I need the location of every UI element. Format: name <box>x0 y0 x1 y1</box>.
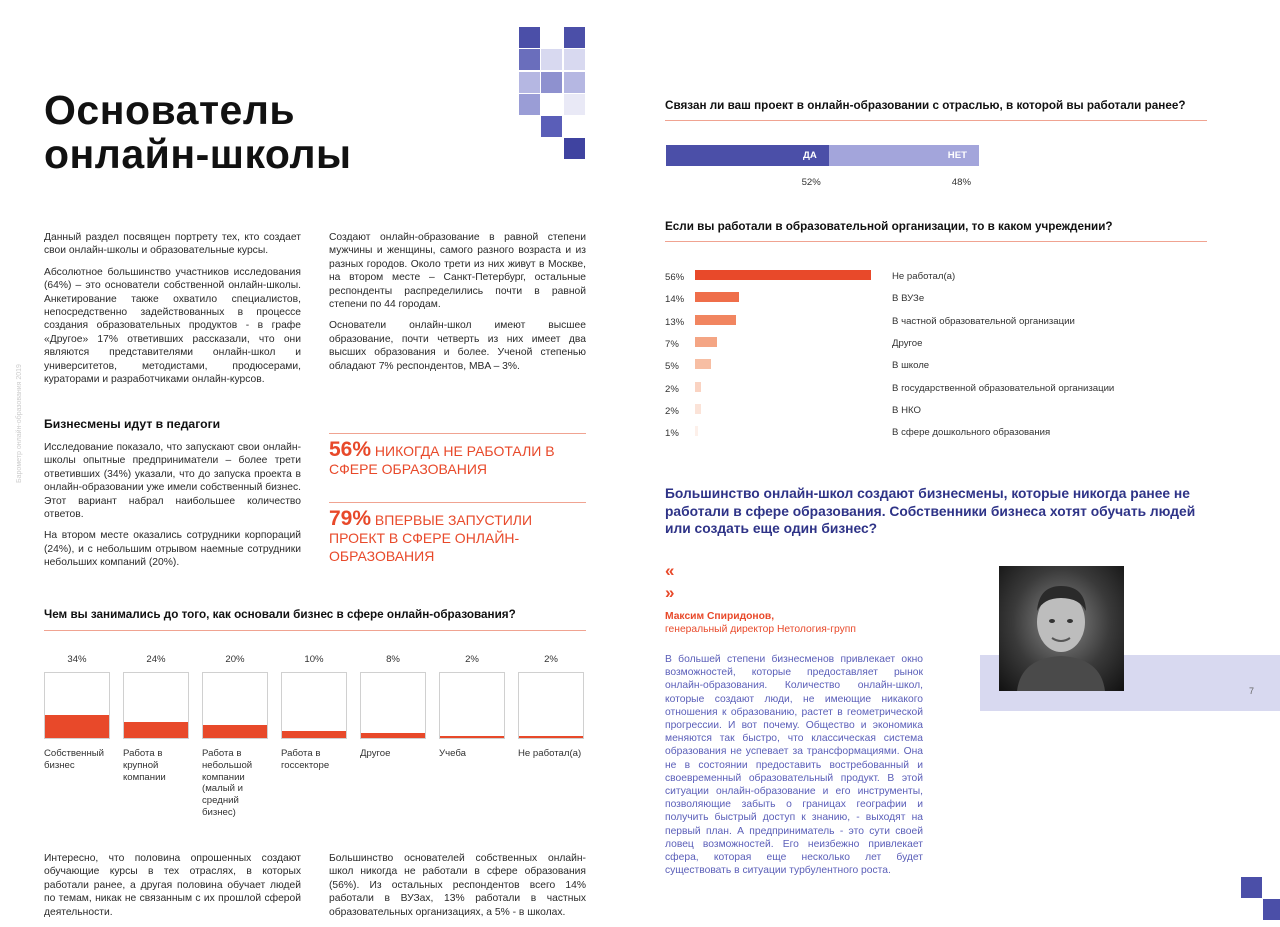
bar-value-label: 2% <box>665 383 679 395</box>
category-label: Собственный бизнес <box>44 748 105 771</box>
page-number: 7 <box>1249 686 1255 696</box>
corner-decoration <box>1241 877 1262 898</box>
bar-value-label: 24% <box>146 654 166 665</box>
category-label: Другое <box>360 748 391 759</box>
category-label: В частной образовательной организации <box>892 315 1075 327</box>
bar-value-label: 2% <box>665 405 679 417</box>
intro-column-2 <box>329 231 586 381</box>
segment-value: 52% <box>801 177 821 188</box>
bar-frame <box>518 672 584 739</box>
paragraph: Основатели онлайн-школ имеют высшее образование, почти четверть из них имеет два высших образования и более. Ученой степенью обладают 7% респондентов, MBA – 3%. <box>329 320 586 372</box>
paragraph: Интересно, что половина опрошенных создают обучающие курсы в тех отраслях, в которых работали ранее, а другая половина обучает людей по темам, никак не связанным с их прошлой сферой деятельности. <box>44 853 301 918</box>
category-label: Другое <box>892 337 923 349</box>
bar-value-label: 14% <box>665 294 685 306</box>
bar <box>440 736 504 738</box>
bar <box>695 404 701 414</box>
stat-callout-2: 79% ВПЕРВЫЕ ЗАПУСТИЛИ ПРОЕКТ В СФЕРЕ ОНЛАЙН-ОБРАЗОВАНИЯ <box>329 507 533 564</box>
hbar-row <box>665 382 1225 396</box>
category-label: В школе <box>892 360 930 372</box>
bar-value-label: 8% <box>386 654 400 665</box>
segment-value: 48% <box>951 177 971 188</box>
paragraph: Большинство основателей собственных онлайн-школ никогда не работали в сфере образования (56%). Из остальных респондентов всего 14% работали в ВУЗах, 13% работали в частных образовательных организациях, а 5% - в школах. <box>329 853 586 918</box>
bar <box>695 359 711 369</box>
bar <box>282 731 346 738</box>
bar-frame <box>281 672 347 739</box>
bar-frame <box>439 672 505 739</box>
category-label: В сфере дошкольного образования <box>892 427 1051 439</box>
bar <box>361 733 425 738</box>
bar-value-label: 7% <box>665 338 679 350</box>
paragraph: Создают онлайн-образование в равной степени мужчины и женщины, самого разного возраста и из разных городов. Около трети из них живут в Москве, на втором месте – Санкт-Петербург, остальные респонденты распределились почти в равной степени по 44 городам. <box>329 232 586 311</box>
category-label: Работа в небольшой компании (малый и средний бизнес) <box>202 748 253 818</box>
quote-marks: « » <box>665 561 675 602</box>
category-label: Не работал(а) <box>892 271 956 282</box>
bar-frame <box>123 672 189 739</box>
chart-title: Связан ли ваш проект в онлайн-образовании с отраслью, в которой вы работали ранее? <box>665 99 1186 112</box>
category-label: Учеба <box>439 748 466 759</box>
divider <box>329 502 586 503</box>
chart-title: Чем вы занимались до того, как основали бизнес в сфере онлайн-образования? <box>44 608 516 621</box>
author-role: генеральный директор Нетология-групп <box>665 624 856 635</box>
bar <box>45 715 109 738</box>
business-column <box>44 441 301 578</box>
category-label: В НКО <box>892 404 921 416</box>
paragraph: Абсолютное большинство участников исследования (64%) – это основатели собственной онлайн-школы. Анкетирование также охватило специалистов, непосредственно задействованных в процессе создания образовательных продуктов - в графе «Другое» 17% ответивших рассказали, что они являются представителями онлайн-школ и университетов, методистами, продюсерами, кураторами и разработчиками онлайн-курсов. <box>44 266 301 386</box>
bottom-column-2 <box>329 852 586 927</box>
stacked-bar-segment <box>666 145 829 166</box>
category-label: Не работал(а) <box>518 748 582 759</box>
hbar-row <box>665 359 1225 373</box>
side-caption: Барометр онлайн-образования 2019 <box>15 364 23 483</box>
quote-body: В большей степени бизнесменов привлекает окно возможностей, которые предоставляет рынок онлайн-образования. Количество онлайн-школ, которые создают люди, не имеющие никакого отношения к образованию, растет в геометрической прогрессии. И вот почему. Общество и экономика меняются так быстро, что классическая система образования не успевает за трансформациями. Она не в состоянии предоставить востребованный и своевременный образовательный продукт. В этой ситуации онлайн-образование и его инструменты, позволяющие забыть о границах географии и получить быстрый доступ к знанию, - выходят на первый план. А предприниматель - это сути своей ловец возможностей. Его неизбежно привлекает сфера, которая еще несколько лет будет существовать в ситуации турбулентного роста. <box>665 654 923 877</box>
bar <box>695 270 871 280</box>
category-label: Работа в крупной компании <box>123 748 166 783</box>
bar <box>203 725 267 738</box>
category-label: В государственной образовательной организации <box>892 382 1115 394</box>
stat-callout-1: 56% НИКОГДА НЕ РАБОТАЛИ В СФЕРЕ ОБРАЗОВАНИЯ <box>329 438 555 477</box>
bar-frame <box>44 672 110 739</box>
portrait-silhouette-icon <box>999 566 1124 691</box>
bar <box>519 736 583 738</box>
bar-frame <box>202 672 268 739</box>
corner-decoration <box>1263 899 1280 920</box>
bar <box>695 382 701 392</box>
bar-value-label: 1% <box>665 428 679 440</box>
divider <box>329 433 586 434</box>
hbar-row <box>665 404 1225 418</box>
intro-column-1 <box>44 231 301 394</box>
hbar-row <box>665 315 1225 329</box>
paragraph: На втором месте оказались сотрудники корпораций (24%), и с небольшим отрывом наемные сотрудники небольших компаний (20%). <box>44 530 301 569</box>
bar-value-label: 2% <box>544 654 558 665</box>
divider <box>665 120 1207 121</box>
pull-quote: Большинство онлайн-школ создают бизнесмены, которые никогда ранее не работали в сфере образования. Собственники бизнеса хотят обучать людей или создать еще один бизнес? <box>665 486 1196 536</box>
hbar-row <box>665 337 1225 351</box>
chart-title: Если вы работали в образовательной организации, то в каком учреждении? <box>665 220 1113 233</box>
bar <box>695 292 739 302</box>
author-photo <box>999 566 1124 691</box>
page-title: Основатель онлайн-школы <box>44 87 352 177</box>
bar-frame <box>360 672 426 739</box>
segment-label: ДА <box>803 150 817 161</box>
stacked-bar-segment <box>829 145 979 166</box>
hbar-row <box>665 426 1225 440</box>
author-name: Максим Спиридонов, <box>665 611 775 622</box>
divider <box>44 630 586 631</box>
paragraph: Данный раздел посвящен портрету тех, кто создает свои онлайн-школы и образовательные курсы. <box>44 232 301 257</box>
bar-value-label: 10% <box>304 654 324 665</box>
bar-value-label: 56% <box>665 272 685 283</box>
paragraph: Исследование показало, что запускают свои онлайн-школы опытные предприниматели – более трети ответивших (34%) указали, что до запуска проекта в онлайн-образовании уже имели собственный бизнес. Этот вариант набрал наибольшее количество ответов. <box>44 442 301 521</box>
bar-value-label: 2% <box>465 654 479 665</box>
bar <box>695 337 717 347</box>
section-subheading: Бизнесмены идут в педагоги <box>44 417 221 431</box>
bar-value-label: 5% <box>665 361 679 373</box>
bar-value-label: 34% <box>67 654 87 665</box>
bar <box>695 315 736 325</box>
divider <box>665 241 1207 242</box>
bar-value-label: 13% <box>665 316 685 328</box>
hbar-row <box>665 292 1225 306</box>
segment-label: НЕТ <box>947 150 967 161</box>
category-label: Работа в госсекторе <box>281 748 330 771</box>
category-label: В ВУЗе <box>892 293 925 305</box>
pixel-mosaic-decoration <box>519 27 587 161</box>
bar <box>695 426 698 436</box>
bar <box>124 722 188 738</box>
bar-value-label: 20% <box>225 654 245 665</box>
bottom-column-1 <box>44 852 301 927</box>
hbar-row <box>665 270 1225 284</box>
